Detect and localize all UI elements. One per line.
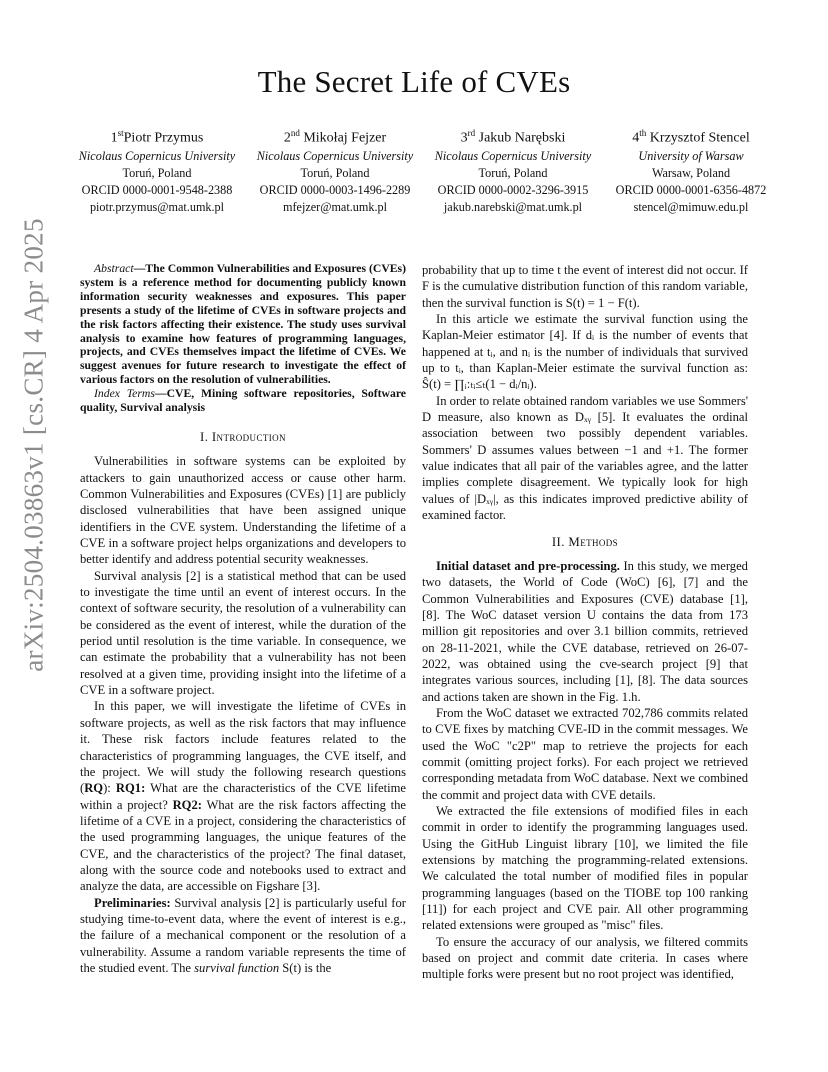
author-name: 4th Krzysztof Stencel xyxy=(632,128,750,146)
abstract-lead: Abstract xyxy=(94,262,134,275)
author-orcid: ORCID 0000-0002-3296-3915 xyxy=(437,182,589,197)
index-terms-lead: Index Terms xyxy=(94,387,155,401)
author-orcid: ORCID 0000-0003-1496-2289 xyxy=(259,182,411,197)
body-paragraph: In order to relate obtained random variables we use Sommers' D measure, also known as Dₓᵧ [5]. It evaluates the ordinal association between two possibly dependent variables. Sommers' D assumes values between −1 and +1. The former value indicates that all pair of the variables agree, and the latter implies complete disagreement. We typically look for high values of |Dₓᵧ|, as this indicates improved predictive ability of examined factor. xyxy=(422,393,748,523)
author-affiliation: Nicolaus Copernicus University xyxy=(256,148,414,163)
body-paragraph: In this article we estimate the survival function using the Kaplan-Meier estimator [4]. If dᵢ is the number of events that happened at tᵢ, and nᵢ is the number of individuals that survived up to tᵢ, than Kaplan-Meier estimate the survival function as: Ŝ(t) = ∏ᵢ:ₜᵢ≤ₜ(1 − dᵢ/nᵢ). xyxy=(422,312,748,392)
arxiv-identifier: arXiv:2504.03863v1 [cs.CR] 4 Apr 2025 xyxy=(18,218,49,672)
author-1 xyxy=(68,124,246,216)
author-email: piotr.przymus@mat.umk.pl xyxy=(89,199,225,214)
author-name: 2nd Mikołaj Fejzer xyxy=(283,128,387,146)
left-column xyxy=(80,262,406,976)
author-city: Toruń, Poland xyxy=(122,165,192,180)
preliminaries-paragraph: Preliminaries: Survival analysis [2] is particularly useful for studying time-to-event data, where the event of interest is e.g., the failure of a mechanical component or the resolution of a vulnerability. Assume a random variable represents the time of the studied event. The survival function S(t) is the xyxy=(80,895,406,975)
section-heading-methods: II. Methods xyxy=(551,534,619,549)
author-2 xyxy=(246,124,424,216)
author-name: 3rd Jakub Narębski xyxy=(460,128,566,146)
body-paragraph: probability that up to time t the event of interest did not occur. If F is the cumulative distribution function of this random variable, then the survival function is S(t) = 1 − F(t). xyxy=(422,263,748,310)
intro-paragraph: In this paper, we will investigate the lifetime of CVEs in software projects, as well as the risk factors that may influence it. These risk factors include features related to the characteristics of programming languages, the CVE itself, and the project. We will study the following research questions (RQ): RQ1: What are the characteristics of the CVE lifetime within a project? RQ2: What are the risk factors affecting the lifetime of a CVE in a project, considering the characteristics of the used programming languages, the unique features of the CVE, and the characteristics of the project? The final dataset, along with the source code and notebooks used to extract and analyze the data, are accessible on Figshare [3]. xyxy=(80,699,407,894)
author-email: mfejzer@mat.umk.pl xyxy=(283,199,387,214)
author-name: 1stPiotr Przymus xyxy=(110,128,204,146)
author-orcid: ORCID 0000-0001-9548-2388 xyxy=(81,182,233,197)
author-email: stencel@mimuw.edu.pl xyxy=(633,199,749,214)
methods-paragraph: To ensure the accuracy of our analysis, we filtered commits based on project and commit date criteria. In cases where multiple forks were present but no root project was identified, xyxy=(422,934,748,982)
arxiv-sidebar xyxy=(6,205,62,685)
author-city: Warsaw, Poland xyxy=(651,165,731,180)
abstract-text: —The Common Vulnerabilities and Exposures (CVEs) system is a reference method for documenting publicly known information security weaknesses and exposures. This paper presents a study of the lifetime of CVEs in software projects and the risk factors affecting their existence. The study uses survival analysis to examine how features of programming languages, projects, and CVEs themselves impact the lifetime of CVEs. We suggest avenues for future research to investigate the effect of various factors on the resolution of vulnerabilities. xyxy=(80,262,406,387)
right-column xyxy=(422,262,748,983)
author-affiliation: University of Warsaw xyxy=(638,148,744,163)
index-terms-text: —CVE, Mining software repositories, Software quality, Survival analysis xyxy=(80,387,406,415)
abstract xyxy=(80,262,406,387)
author-city: Toruń, Poland xyxy=(300,165,370,180)
author-orcid: ORCID 0000-0001-6356-4872 xyxy=(615,182,767,197)
author-affiliation: Nicolaus Copernicus University xyxy=(434,148,592,163)
author-4 xyxy=(602,124,780,216)
author-3 xyxy=(424,124,602,216)
methods-paragraph: We extracted the file extensions of modified files in each commit in order to identify the programming languages used. Using the GitHub Linguist library [10], we limited the file extensions by matching the programming-related extensions. We calculated the total number of modified files in popular programming languages (based on the TIOBE top 100 ranking [11]) for each project and CVE pair. All other programming related extensions were grouped as "misc" files. xyxy=(422,804,748,933)
methods-paragraph: From the WoC dataset we extracted 702,786 commits related to CVE fixes by matching CVE-ID in the commit messages. We used the WoC "c2P" map to retrieve the projects for each commit (omitting project forks). For each project we retrieved corresponding metadata from WoC database. Next we combined the commit and project data with CVE details. xyxy=(422,705,748,802)
author-block xyxy=(68,124,780,216)
author-email: jakub.narebski@mat.umk.pl xyxy=(443,199,583,214)
paper-title: The Secret Life of CVEs xyxy=(257,64,571,99)
author-affiliation: Nicolaus Copernicus University xyxy=(78,148,236,163)
author-city: Toruń, Poland xyxy=(478,165,548,180)
section-heading-introduction: I. Introduction xyxy=(200,429,286,444)
index-terms xyxy=(80,387,406,415)
intro-paragraph: Vulnerabilities in software systems can be exploited by attackers to gain unauthorized access or cause other harm. Common Vulnerabilities and Exposures (CVEs) [1] are publicly disclosed vulnerabilities that have been assigned unique identifiers in the CVE system. Understanding the lifetime of a CVE in a software project helps organizations and developers to better identify and address potential security weaknesses. xyxy=(80,454,406,567)
intro-paragraph: Survival analysis [2] is a statistical method that can be used to investigate the time until an event of interest occurs. In the context of software security, the resolution of a vulnerability can be considered as the event of interest, while the duration of the period until resolution is the time variable. In consequence, we can estimate the probability that a vulnerability has not been resolved at a given time, providing insight into the lifetime of a CVE in a software project. xyxy=(80,568,406,698)
methods-paragraph: Initial dataset and pre-processing. In this study, we merged two datasets, the World of Code (WoC) [6], [7] and the Common Vulnerabilities and Exposures (CVE) database [1], [8]. The WoC dataset version U contains the data from 173 million git repositories and over 3.1 billion commits, retrieved on 28-11-2021, while the CVE database, retrieved on 26-07-2022, was obtained using the cve-search project [9] that integrates various sources, including [1], [8]. The data sources and actions taken are shown in the Fig. 1.h. xyxy=(422,558,748,704)
